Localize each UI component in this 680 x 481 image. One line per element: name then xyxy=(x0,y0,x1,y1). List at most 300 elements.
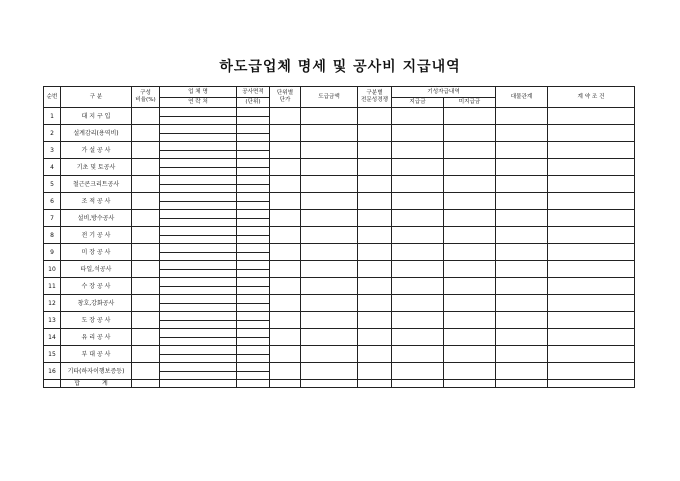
row-category: 부 대 공 사 xyxy=(61,346,132,363)
area-cell[interactable] xyxy=(237,312,270,329)
total-cell[interactable] xyxy=(496,380,548,388)
total-cell[interactable] xyxy=(548,380,635,388)
company-contact-top[interactable] xyxy=(160,159,236,168)
terms-cell[interactable] xyxy=(548,210,635,227)
terms-cell[interactable] xyxy=(548,193,635,210)
table-body xyxy=(44,108,635,388)
terms-cell[interactable] xyxy=(548,159,635,176)
relation-cell[interactable] xyxy=(496,176,548,193)
company-contact-cell[interactable] xyxy=(160,176,237,193)
row-category: 설계감리(용역비) xyxy=(61,125,132,142)
company-contact-top[interactable] xyxy=(160,295,236,304)
company-contact-top[interactable] xyxy=(160,346,236,355)
contract-amount-cell[interactable] xyxy=(301,142,358,159)
row-category: 기초 및 토공사 xyxy=(61,159,132,176)
area-top[interactable] xyxy=(237,108,269,117)
contract-amount-cell[interactable] xyxy=(301,108,358,125)
company-contact-bottom[interactable] xyxy=(160,185,236,193)
contract-amount-cell[interactable] xyxy=(301,346,358,363)
header-no: 순번 xyxy=(44,87,61,108)
ratio-cell[interactable] xyxy=(132,142,160,159)
unit-price-cell[interactable] xyxy=(270,261,301,278)
relation-cell[interactable] xyxy=(496,261,548,278)
company-contact-bottom[interactable] xyxy=(160,321,236,329)
row-category: 대 지 구 입 xyxy=(61,108,132,125)
company-contact-top[interactable] xyxy=(160,210,236,219)
area-cell[interactable] xyxy=(237,244,270,261)
unit-price-cell[interactable] xyxy=(270,346,301,363)
total-cell[interactable] xyxy=(444,380,496,388)
area-bottom[interactable] xyxy=(237,321,269,329)
ratio-cell[interactable] xyxy=(132,210,160,227)
unit-price-cell[interactable] xyxy=(270,312,301,329)
terms-cell[interactable] xyxy=(548,346,635,363)
area-bottom[interactable] xyxy=(237,219,269,227)
experience-cell[interactable] xyxy=(358,261,392,278)
experience-cell[interactable] xyxy=(358,142,392,159)
unpaid-cell[interactable] xyxy=(444,176,496,193)
area-bottom[interactable] xyxy=(237,117,269,125)
row-category: 도 장 공 사 xyxy=(61,312,132,329)
header-terms: 계 약 조 건 xyxy=(548,87,635,108)
company-contact-cell[interactable] xyxy=(160,295,237,312)
total-cell[interactable] xyxy=(237,380,270,388)
company-contact-cell[interactable] xyxy=(160,312,237,329)
header-category: 구 분 xyxy=(61,87,132,108)
experience-cell[interactable] xyxy=(358,125,392,142)
relation-cell[interactable] xyxy=(496,125,548,142)
unit-price-cell[interactable] xyxy=(270,108,301,125)
company-contact-top[interactable] xyxy=(160,244,236,253)
unit-price-cell[interactable] xyxy=(270,125,301,142)
contract-amount-cell[interactable] xyxy=(301,363,358,380)
table-row xyxy=(44,244,635,261)
area-top[interactable] xyxy=(237,329,269,338)
area-cell[interactable] xyxy=(237,278,270,295)
company-contact-top[interactable] xyxy=(160,363,236,372)
area-top[interactable] xyxy=(237,244,269,253)
ratio-cell[interactable] xyxy=(132,244,160,261)
company-contact-cell[interactable] xyxy=(160,346,237,363)
area-bottom[interactable] xyxy=(237,287,269,295)
experience-cell[interactable] xyxy=(358,227,392,244)
paid-cell[interactable] xyxy=(392,244,444,261)
contract-amount-cell[interactable] xyxy=(301,278,358,295)
table-row xyxy=(44,159,635,176)
area-top[interactable] xyxy=(237,261,269,270)
company-contact-cell[interactable] xyxy=(160,125,237,142)
ratio-cell[interactable] xyxy=(132,346,160,363)
paid-cell[interactable] xyxy=(392,227,444,244)
area-top[interactable] xyxy=(237,210,269,219)
relation-cell[interactable] xyxy=(496,142,548,159)
row-category: 유 리 공 사 xyxy=(61,329,132,346)
row-category: 기타(하자이행보증등) xyxy=(61,363,132,380)
subcontractor-table xyxy=(43,86,635,388)
ratio-cell[interactable] xyxy=(132,176,160,193)
unpaid-cell[interactable] xyxy=(444,227,496,244)
paid-cell[interactable] xyxy=(392,176,444,193)
relation-cell[interactable] xyxy=(496,108,548,125)
terms-cell[interactable] xyxy=(548,363,635,380)
relation-cell[interactable] xyxy=(496,244,548,261)
terms-cell[interactable] xyxy=(548,244,635,261)
unpaid-cell[interactable] xyxy=(444,295,496,312)
paid-cell[interactable] xyxy=(392,278,444,295)
row-no: 15 xyxy=(44,346,61,363)
relation-cell[interactable] xyxy=(496,159,548,176)
company-contact-cell[interactable] xyxy=(160,142,237,159)
company-contact-cell[interactable] xyxy=(160,159,237,176)
row-no: 5 xyxy=(44,176,61,193)
area-top[interactable] xyxy=(237,142,269,151)
company-contact-bottom[interactable] xyxy=(160,253,236,261)
terms-cell[interactable] xyxy=(548,278,635,295)
contract-amount-cell[interactable] xyxy=(301,193,358,210)
header-contract-amount: 도급금액 xyxy=(301,87,358,108)
company-contact-cell[interactable] xyxy=(160,363,237,380)
ratio-cell[interactable] xyxy=(132,295,160,312)
company-contact-top[interactable] xyxy=(160,278,236,287)
paid-cell[interactable] xyxy=(392,295,444,312)
unit-price-cell[interactable] xyxy=(270,278,301,295)
company-contact-cell[interactable] xyxy=(160,278,237,295)
row-category: 철근콘크리트공사 xyxy=(61,176,132,193)
table-row xyxy=(44,227,635,244)
experience-cell[interactable] xyxy=(358,363,392,380)
table-row xyxy=(44,193,635,210)
area-bottom[interactable] xyxy=(237,185,269,193)
company-contact-cell[interactable] xyxy=(160,261,237,278)
experience-cell[interactable] xyxy=(358,244,392,261)
area-cell[interactable] xyxy=(237,210,270,227)
experience-cell[interactable] xyxy=(358,159,392,176)
row-no: 6 xyxy=(44,193,61,210)
total-no-cell xyxy=(44,380,61,388)
header-relation: 대물관계 xyxy=(496,87,548,108)
unpaid-cell[interactable] xyxy=(444,346,496,363)
header-experience-bottom: 전문성경쟁 xyxy=(360,97,389,103)
paid-cell[interactable] xyxy=(392,159,444,176)
contract-amount-cell[interactable] xyxy=(301,125,358,142)
ratio-cell[interactable] xyxy=(132,227,160,244)
area-bottom[interactable] xyxy=(237,338,269,346)
company-contact-bottom[interactable] xyxy=(160,338,236,346)
terms-cell[interactable] xyxy=(548,295,635,312)
relation-cell[interactable] xyxy=(496,278,548,295)
company-contact-bottom[interactable] xyxy=(160,304,236,312)
company-contact-top[interactable] xyxy=(160,312,236,321)
row-no: 7 xyxy=(44,210,61,227)
area-cell[interactable] xyxy=(237,193,270,210)
company-contact-bottom[interactable] xyxy=(160,219,236,227)
area-top[interactable] xyxy=(237,363,269,372)
total-cell[interactable] xyxy=(392,380,444,388)
terms-cell[interactable] xyxy=(548,125,635,142)
area-top[interactable] xyxy=(237,346,269,355)
area-cell[interactable] xyxy=(237,346,270,363)
table-row xyxy=(44,176,635,193)
table-row xyxy=(44,261,635,278)
paid-cell[interactable] xyxy=(392,261,444,278)
area-cell[interactable] xyxy=(237,295,270,312)
total-cell[interactable] xyxy=(160,380,237,388)
unit-price-cell[interactable] xyxy=(270,193,301,210)
paid-cell[interactable] xyxy=(392,193,444,210)
ratio-cell[interactable] xyxy=(132,329,160,346)
area-top[interactable] xyxy=(237,176,269,185)
table-row xyxy=(44,329,635,346)
table-row xyxy=(44,125,635,142)
company-contact-cell[interactable] xyxy=(160,193,237,210)
company-contact-top[interactable] xyxy=(160,193,236,202)
unpaid-cell[interactable] xyxy=(444,210,496,227)
company-contact-bottom[interactable] xyxy=(160,236,236,244)
area-top[interactable] xyxy=(237,227,269,236)
contract-amount-cell[interactable] xyxy=(301,312,358,329)
unit-price-cell[interactable] xyxy=(270,159,301,176)
table-row xyxy=(44,363,635,380)
header-area: 공사면적 xyxy=(237,87,270,98)
ratio-cell[interactable] xyxy=(132,159,160,176)
terms-cell[interactable] xyxy=(548,227,635,244)
company-contact-bottom[interactable] xyxy=(160,202,236,210)
row-category: 수 장 공 사 xyxy=(61,278,132,295)
ratio-cell[interactable] xyxy=(132,108,160,125)
experience-cell[interactable] xyxy=(358,346,392,363)
total-label: 합 계 xyxy=(61,380,132,388)
company-contact-top[interactable] xyxy=(160,125,236,134)
header-unit-price xyxy=(270,87,301,108)
row-no: 2 xyxy=(44,125,61,142)
experience-cell[interactable] xyxy=(358,108,392,125)
paid-cell[interactable] xyxy=(392,142,444,159)
unit-price-cell[interactable] xyxy=(270,142,301,159)
area-top[interactable] xyxy=(237,159,269,168)
paid-cell[interactable] xyxy=(392,210,444,227)
unpaid-cell[interactable] xyxy=(444,329,496,346)
experience-cell[interactable] xyxy=(358,278,392,295)
company-contact-bottom[interactable] xyxy=(160,270,236,278)
total-row xyxy=(44,380,635,388)
contract-amount-cell[interactable] xyxy=(301,329,358,346)
table-row xyxy=(44,210,635,227)
paid-cell[interactable] xyxy=(392,346,444,363)
experience-cell[interactable] xyxy=(358,193,392,210)
area-cell[interactable] xyxy=(237,227,270,244)
row-category: 가 설 공 사 xyxy=(61,142,132,159)
ratio-cell[interactable] xyxy=(132,312,160,329)
area-bottom[interactable] xyxy=(237,253,269,261)
experience-cell[interactable] xyxy=(358,312,392,329)
ratio-cell[interactable] xyxy=(132,278,160,295)
unpaid-cell[interactable] xyxy=(444,142,496,159)
terms-cell[interactable] xyxy=(548,312,635,329)
header-unit-price-top: 단위별 xyxy=(276,90,294,96)
header-contact: 연 락 처 xyxy=(160,98,237,108)
ratio-cell[interactable] xyxy=(132,125,160,142)
relation-cell[interactable] xyxy=(496,312,548,329)
unit-price-cell[interactable] xyxy=(270,363,301,380)
area-top[interactable] xyxy=(237,295,269,304)
row-no: 9 xyxy=(44,244,61,261)
header-payment-group: 기성자급내역 xyxy=(392,87,496,98)
contract-amount-cell[interactable] xyxy=(301,295,358,312)
area-bottom[interactable] xyxy=(237,202,269,210)
company-contact-cell[interactable] xyxy=(160,227,237,244)
unpaid-cell[interactable] xyxy=(444,159,496,176)
row-category: 조 적 공 사 xyxy=(61,193,132,210)
row-no: 14 xyxy=(44,329,61,346)
relation-cell[interactable] xyxy=(496,295,548,312)
table-row xyxy=(44,312,635,329)
unpaid-cell[interactable] xyxy=(444,312,496,329)
unpaid-cell[interactable] xyxy=(444,261,496,278)
terms-cell[interactable] xyxy=(548,108,635,125)
paid-cell[interactable] xyxy=(392,363,444,380)
area-cell[interactable] xyxy=(237,159,270,176)
table-row xyxy=(44,346,635,363)
company-contact-top[interactable] xyxy=(160,261,236,270)
paid-cell[interactable] xyxy=(392,312,444,329)
row-no: 4 xyxy=(44,159,61,176)
area-bottom[interactable] xyxy=(237,304,269,312)
company-contact-cell[interactable] xyxy=(160,244,237,261)
contract-amount-cell[interactable] xyxy=(301,227,358,244)
terms-cell[interactable] xyxy=(548,329,635,346)
relation-cell[interactable] xyxy=(496,346,548,363)
area-cell[interactable] xyxy=(237,108,270,125)
contract-amount-cell[interactable] xyxy=(301,261,358,278)
terms-cell[interactable] xyxy=(548,261,635,278)
company-contact-top[interactable] xyxy=(160,108,236,117)
header-company-name: 업 체 명 xyxy=(160,87,237,98)
unit-price-cell[interactable] xyxy=(270,176,301,193)
header-unpaid: 미지급금 xyxy=(444,98,496,108)
experience-cell[interactable] xyxy=(358,176,392,193)
contract-amount-cell[interactable] xyxy=(301,210,358,227)
area-top[interactable] xyxy=(237,278,269,287)
row-category: 미 장 공 사 xyxy=(61,244,132,261)
unpaid-cell[interactable] xyxy=(444,244,496,261)
company-contact-cell[interactable] xyxy=(160,210,237,227)
area-top[interactable] xyxy=(237,312,269,321)
row-category: 설비,방수공사 xyxy=(61,210,132,227)
company-contact-cell[interactable] xyxy=(160,329,237,346)
area-cell[interactable] xyxy=(237,125,270,142)
terms-cell[interactable] xyxy=(548,176,635,193)
relation-cell[interactable] xyxy=(496,193,548,210)
relation-cell[interactable] xyxy=(496,329,548,346)
ratio-cell[interactable] xyxy=(132,261,160,278)
terms-cell[interactable] xyxy=(548,142,635,159)
row-no: 13 xyxy=(44,312,61,329)
company-contact-top[interactable] xyxy=(160,142,236,151)
company-contact-bottom[interactable] xyxy=(160,355,236,363)
row-category: 전 기 공 사 xyxy=(61,227,132,244)
total-cell[interactable] xyxy=(270,380,301,388)
area-bottom[interactable] xyxy=(237,355,269,363)
header-unit-price-bottom: 단가 xyxy=(279,97,291,103)
area-cell[interactable] xyxy=(237,329,270,346)
header-experience-top: 구분별 xyxy=(366,90,383,96)
contract-amount-cell[interactable] xyxy=(301,176,358,193)
row-category: 창호,강화공사 xyxy=(61,295,132,312)
unit-price-cell[interactable] xyxy=(270,244,301,261)
experience-cell[interactable] xyxy=(358,210,392,227)
row-no: 11 xyxy=(44,278,61,295)
header-ratio xyxy=(132,87,160,108)
contract-amount-cell[interactable] xyxy=(301,244,358,261)
ratio-cell[interactable] xyxy=(132,193,160,210)
unit-price-cell[interactable] xyxy=(270,329,301,346)
relation-cell[interactable] xyxy=(496,210,548,227)
area-cell[interactable] xyxy=(237,363,270,380)
company-contact-bottom[interactable] xyxy=(160,134,236,142)
area-bottom[interactable] xyxy=(237,236,269,244)
area-top[interactable] xyxy=(237,193,269,202)
unpaid-cell[interactable] xyxy=(444,363,496,380)
experience-cell[interactable] xyxy=(358,295,392,312)
unit-price-cell[interactable] xyxy=(270,295,301,312)
area-bottom[interactable] xyxy=(237,151,269,159)
relation-cell[interactable] xyxy=(496,227,548,244)
unpaid-cell[interactable] xyxy=(444,125,496,142)
company-contact-bottom[interactable] xyxy=(160,151,236,159)
paid-cell[interactable] xyxy=(392,108,444,125)
company-contact-bottom[interactable] xyxy=(160,372,236,380)
area-bottom[interactable] xyxy=(237,134,269,142)
row-no: 16 xyxy=(44,363,61,380)
table-row xyxy=(44,108,635,125)
unpaid-cell[interactable] xyxy=(444,108,496,125)
company-contact-top[interactable] xyxy=(160,227,236,236)
company-contact-cell[interactable] xyxy=(160,108,237,125)
company-contact-bottom[interactable] xyxy=(160,287,236,295)
experience-cell[interactable] xyxy=(358,329,392,346)
unit-price-cell[interactable] xyxy=(270,227,301,244)
header-experience xyxy=(358,87,392,108)
row-no: 12 xyxy=(44,295,61,312)
company-contact-top[interactable] xyxy=(160,329,236,338)
total-cell[interactable] xyxy=(301,380,358,388)
area-cell[interactable] xyxy=(237,176,270,193)
total-cell[interactable] xyxy=(358,380,392,388)
unit-price-cell[interactable] xyxy=(270,210,301,227)
total-cell[interactable] xyxy=(132,380,160,388)
company-contact-bottom[interactable] xyxy=(160,117,236,125)
contract-amount-cell[interactable] xyxy=(301,159,358,176)
ratio-cell[interactable] xyxy=(132,363,160,380)
paid-cell[interactable] xyxy=(392,125,444,142)
table-row xyxy=(44,278,635,295)
area-bottom[interactable] xyxy=(237,372,269,380)
paid-cell[interactable] xyxy=(392,329,444,346)
company-contact-bottom[interactable] xyxy=(160,168,236,176)
unpaid-cell[interactable] xyxy=(444,193,496,210)
area-cell[interactable] xyxy=(237,142,270,159)
area-bottom[interactable] xyxy=(237,168,269,176)
area-bottom[interactable] xyxy=(237,270,269,278)
area-cell[interactable] xyxy=(237,261,270,278)
company-contact-top[interactable] xyxy=(160,176,236,185)
area-top[interactable] xyxy=(237,125,269,134)
row-category: 타일,석공사 xyxy=(61,261,132,278)
header-area-unit: (단위) xyxy=(237,98,270,108)
relation-cell[interactable] xyxy=(496,363,548,380)
header-ratio-bottom: 비율(%) xyxy=(135,97,156,103)
unpaid-cell[interactable] xyxy=(444,278,496,295)
